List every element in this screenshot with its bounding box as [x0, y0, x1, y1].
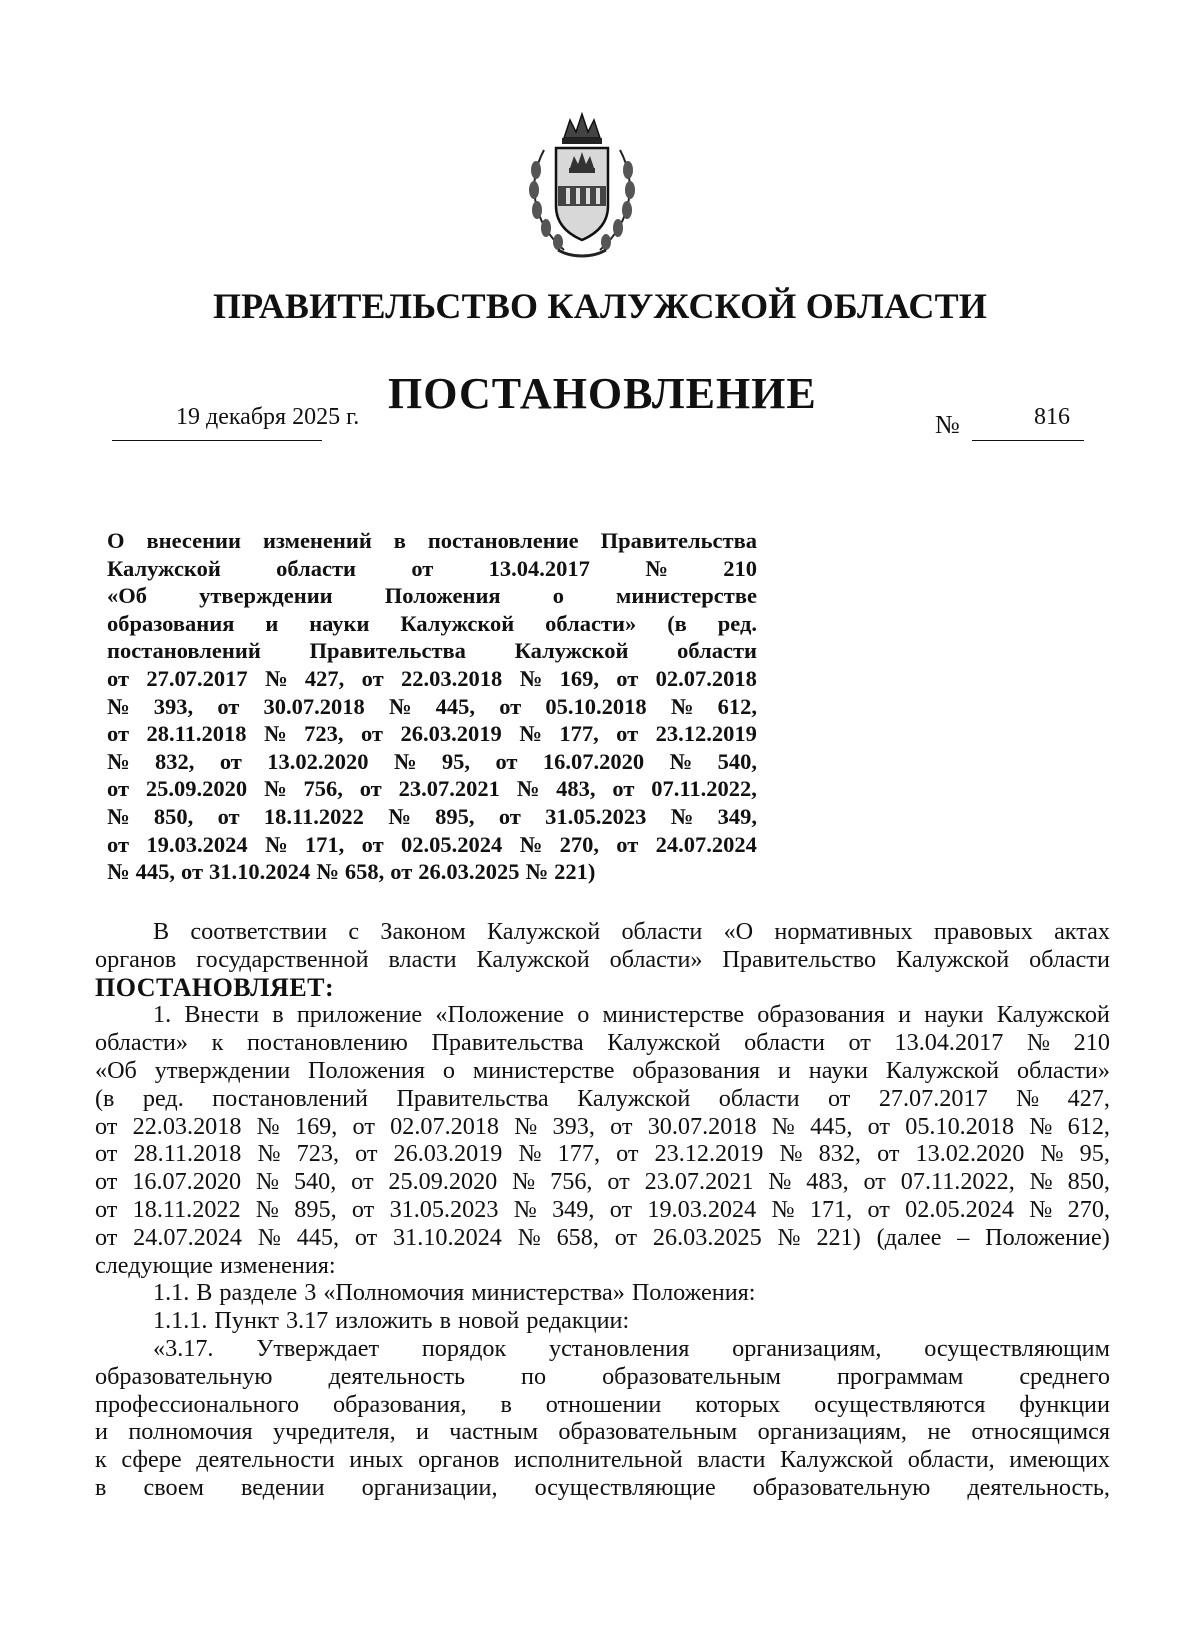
heading-line: О внесении изменений в постановление Правительства: [107, 528, 757, 553]
body-line: образовательную деятельность по образовательным программам среднего: [95, 1362, 1110, 1390]
body-line: в своем ведении организации, осуществляющие образовательную деятельность,: [95, 1473, 1110, 1501]
body-line: от 28.11.2018 № 723, от 26.03.2019 № 177, от 23.12.2019 № 832, от 13.02.2020 № 95,: [95, 1140, 1110, 1168]
document-body: [95, 918, 1110, 1502]
body-line: органов государственной власти Калужской области» Правительство Калужской области: [95, 945, 1110, 973]
heading-line: «Об утверждении Положения о министерстве: [107, 583, 757, 609]
body-line: области» к постановлению Правительства Калужской области от 13.04.2017 № 210: [95, 1029, 1110, 1057]
date-field: [112, 404, 360, 441]
body-line: от 16.07.2020 № 540, от 25.09.2020 № 756, от 23.07.2021 № 483, от 07.11.2022, № 850,: [95, 1168, 1110, 1196]
body-line: от 22.03.2018 № 169, от 02.07.2018 № 393, от 30.07.2018 № 445, от 05.10.2018 № 612,: [95, 1112, 1110, 1140]
body-line: 1.1. В разделе 3 «Полномочия министерства» Положения:: [153, 1279, 756, 1307]
number-label: №: [935, 410, 960, 439]
body-line: к сфере деятельности иных органов исполнительной власти Калужской области, имеющих: [95, 1446, 1110, 1474]
body-line: и полномочия учредителя, и частным образовательным организациям, не относящимся: [95, 1418, 1110, 1446]
body-line: от 24.07.2024 № 445, от 31.10.2024 № 658, от 26.03.2025 № 221) (далее – Положение): [95, 1223, 1110, 1251]
document-date: 19 декабря 2025 г.: [176, 404, 360, 430]
document-type-title: ПОСТАНОВЛЕНИЕ: [388, 369, 817, 418]
body-line: 1. Внести в приложение «Положение о министерстве образования и науки Калужской: [153, 1001, 1110, 1029]
body-line: 1.1.1. Пункт 3.17 изложить в новой редакции:: [153, 1307, 630, 1335]
body-line: В соответствии с Законом Калужской области «О нормативных правовых актах: [153, 918, 1110, 945]
heading-line: постановлений Правительства Калужской области: [107, 638, 757, 664]
organization-title: ПРАВИТЕЛЬСТВО КАЛУЖСКОЙ ОБЛАСТИ: [212, 286, 988, 326]
body-line: «Об утверждении Положения о министерстве образования и науки Калужской области»: [95, 1056, 1110, 1084]
body-line: следующие изменения:: [95, 1251, 336, 1279]
body-line: ПОСТАНОВЛЯЕТ:: [95, 972, 335, 1002]
document-heading: [107, 527, 757, 886]
heading-line: № 832, от 13.02.2020 № 95, от 16.07.2020 № 540,: [107, 748, 757, 774]
body-line: «3.17. Утверждает порядок установления организациям, осуществляющим: [153, 1334, 1110, 1362]
heading-line: от 25.09.2020 № 756, от 23.07.2021 № 483, от 07.11.2022,: [107, 776, 757, 802]
body-line: профессионального образования, в отношении которых осуществляются функции: [95, 1390, 1110, 1418]
heading-line: от 28.11.2018 № 723, от 26.03.2019 № 177, от 23.12.2019: [107, 721, 757, 747]
number-field: [972, 404, 1084, 441]
document-number: 816: [1034, 404, 1070, 430]
body-line: (в ред. постановлений Правительства Калужской области от 27.07.2017 № 427,: [95, 1084, 1110, 1112]
heading-line: образования и науки Калужской области» (в ред.: [107, 610, 757, 636]
heading-line: № 393, от 30.07.2018 № 445, от 05.10.2018 № 612,: [107, 693, 757, 719]
heading-line: Калужской области от 13.04.2017 № 210: [107, 555, 757, 581]
heading-line: от 19.03.2024 № 171, от 02.05.2024 № 270, от 24.07.2024: [107, 831, 757, 857]
heading-line: № 445, от 31.10.2024 № 658, от 26.03.2025 № 221): [107, 859, 596, 885]
heading-line: от 27.07.2017 № 427, от 22.03.2018 № 169, от 02.07.2018: [107, 665, 757, 691]
body-line: от 18.11.2022 № 895, от 31.05.2023 № 349, от 19.03.2024 № 171, от 02.05.2024 № 270,: [95, 1195, 1110, 1223]
coat-of-arms-emblem: [522, 110, 642, 260]
heading-line: № 850, от 18.11.2022 № 895, от 31.05.2023 № 349,: [107, 803, 757, 829]
